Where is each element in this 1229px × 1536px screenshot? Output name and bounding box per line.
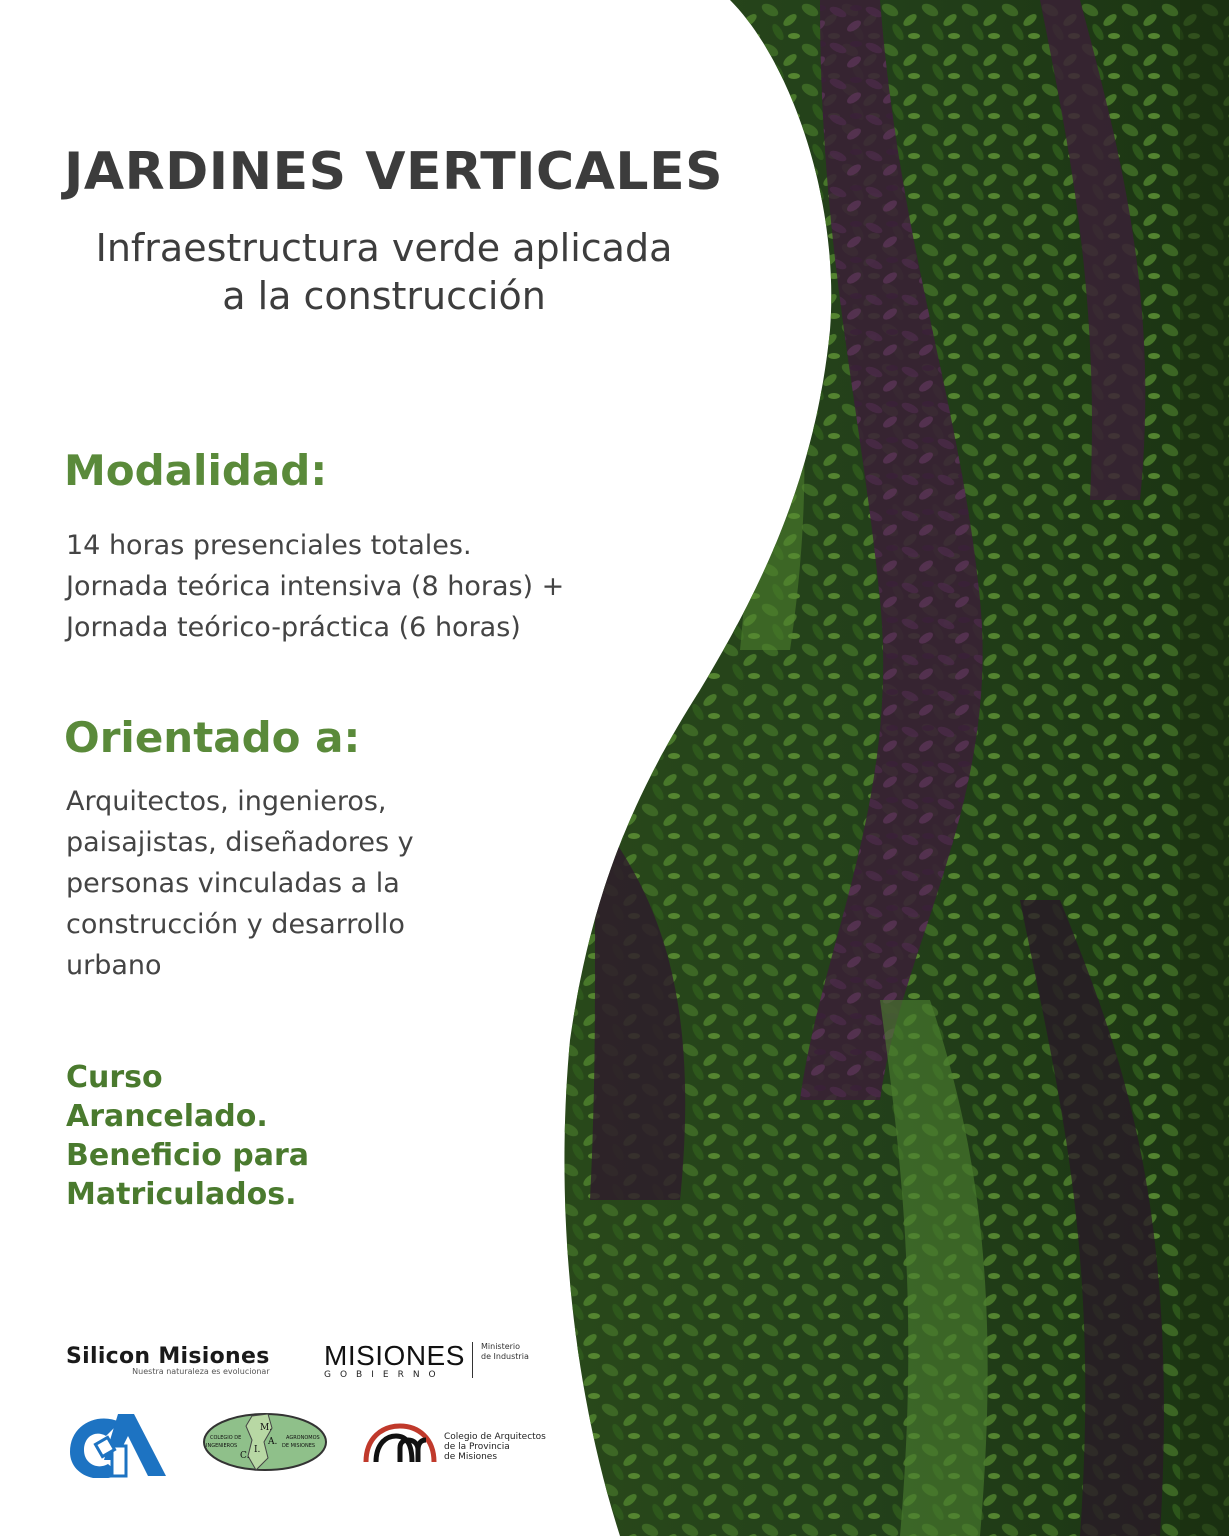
orientado-line: personas vinculadas a la <box>66 868 400 899</box>
silicon-name: Silicon Misiones <box>66 1344 270 1369</box>
orientado-line: urbano <box>66 950 162 981</box>
gobierno-sub: GOBIERNO <box>324 1370 445 1380</box>
colegio-arquitectos-text <box>444 1432 546 1462</box>
orientado-heading: Orientado a: <box>64 713 361 762</box>
modalidad-line: 14 horas presenciales totales. <box>66 530 472 561</box>
arq-line: de la Provincia <box>444 1442 510 1452</box>
modalidad-heading: Modalidad: <box>64 446 328 495</box>
subtitle-line-2: a la construcción <box>222 274 546 318</box>
ministerio-label <box>472 1342 529 1378</box>
ministerio-line: de Industria <box>481 1352 529 1361</box>
arq-line: de Misiones <box>444 1452 498 1462</box>
svg-text:INGENIEROS: INGENIEROS <box>206 1443 238 1449</box>
silicon-tagline: Nuestra naturaleza es evolucionar <box>132 1367 270 1376</box>
curso-note <box>66 1058 309 1214</box>
orientado-line: paisajistas, diseñadores y <box>66 827 414 858</box>
curso-line: Curso <box>66 1060 163 1095</box>
modalidad-line: Jornada teórico-práctica (6 horas) <box>66 612 521 643</box>
orientado-text <box>66 781 536 986</box>
orientado-line: construcción y desarrollo <box>66 909 405 940</box>
subtitle-line-1: Infraestructura verde aplicada <box>95 226 673 270</box>
modalidad-text <box>66 525 564 648</box>
svg-text:I.: I. <box>254 1445 261 1455</box>
gobierno-name: MISIONES <box>324 1340 465 1371</box>
orientado-line: Arquitectos, ingenieros, <box>66 786 387 817</box>
silicon-misiones-logo <box>66 1344 270 1376</box>
svg-text:COLEGIO DE: COLEGIO DE <box>210 1435 242 1441</box>
page-title: JARDINES VERTICALES <box>64 142 724 202</box>
svg-text:A.: A. <box>268 1437 278 1447</box>
svg-text:DE MISIONES: DE MISIONES <box>282 1443 316 1449</box>
caa-logo <box>68 1412 168 1478</box>
subtitle <box>64 224 704 320</box>
curso-line: Beneficio para <box>66 1138 310 1173</box>
modalidad-line: Jornada teórica intensiva (8 horas) + <box>66 571 565 602</box>
colegio-arquitectos-logo <box>362 1422 438 1468</box>
cia-logo <box>202 1412 328 1472</box>
arq-line: Colegio de Arquitectos <box>444 1432 546 1442</box>
svg-text:M.: M. <box>260 1423 273 1433</box>
svg-text:AGRONOMOS: AGRONOMOS <box>286 1435 320 1441</box>
ministerio-line: Ministerio <box>481 1342 521 1351</box>
svg-text:C.: C. <box>240 1451 250 1461</box>
curso-line: Arancelado. <box>66 1099 268 1134</box>
misiones-gobierno-logo <box>324 1340 465 1380</box>
curso-line: Matriculados. <box>66 1177 297 1212</box>
